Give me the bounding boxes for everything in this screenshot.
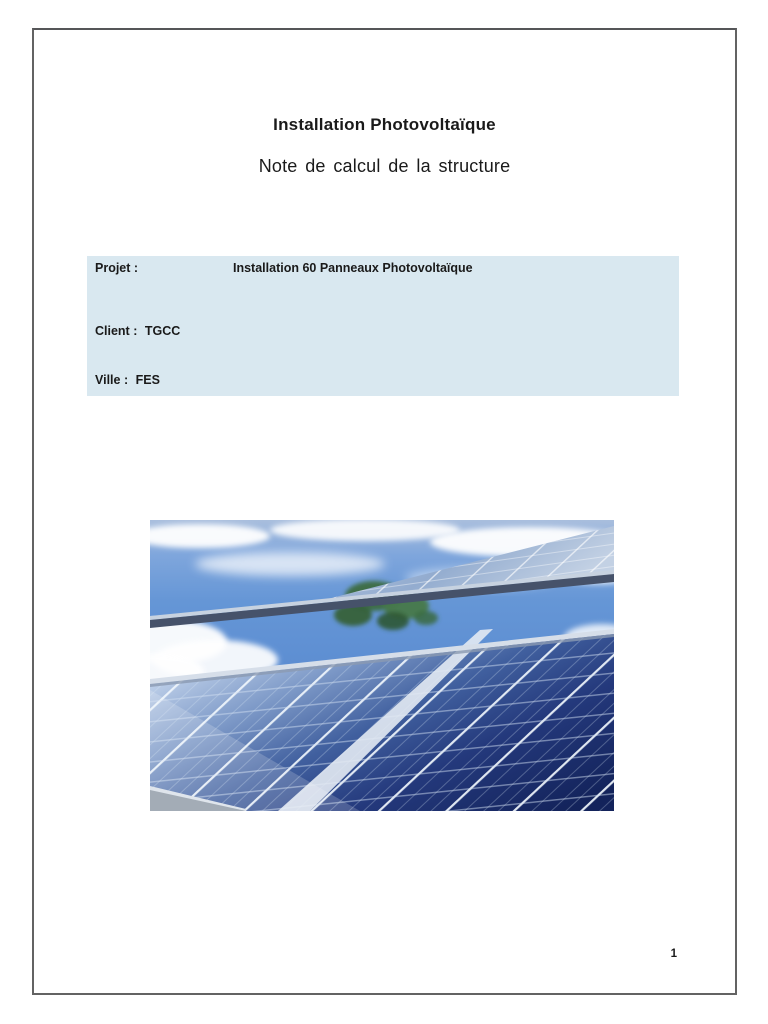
client-value: TGCC — [144, 324, 181, 338]
document-title: Installation Photovoltaïque — [273, 115, 496, 134]
page-number: 1 — [670, 948, 677, 960]
info-row-ville — [95, 372, 671, 388]
ville-label: Ville : — [95, 373, 129, 387]
projet-value: Installation 60 Panneaux Photovoltaïque — [233, 261, 473, 275]
projet-label: Projet : — [95, 261, 139, 275]
solar-panels-illustration — [150, 520, 614, 811]
client-label: Client : — [95, 324, 138, 338]
info-row-projet — [95, 260, 671, 276]
ville-value: FES — [135, 373, 160, 387]
info-row-client — [95, 323, 671, 339]
info-box — [87, 256, 679, 396]
document-subtitle: Note de calcul de la structure — [258, 156, 511, 176]
page-border — [32, 28, 737, 995]
solar-panels-photo — [150, 520, 614, 811]
